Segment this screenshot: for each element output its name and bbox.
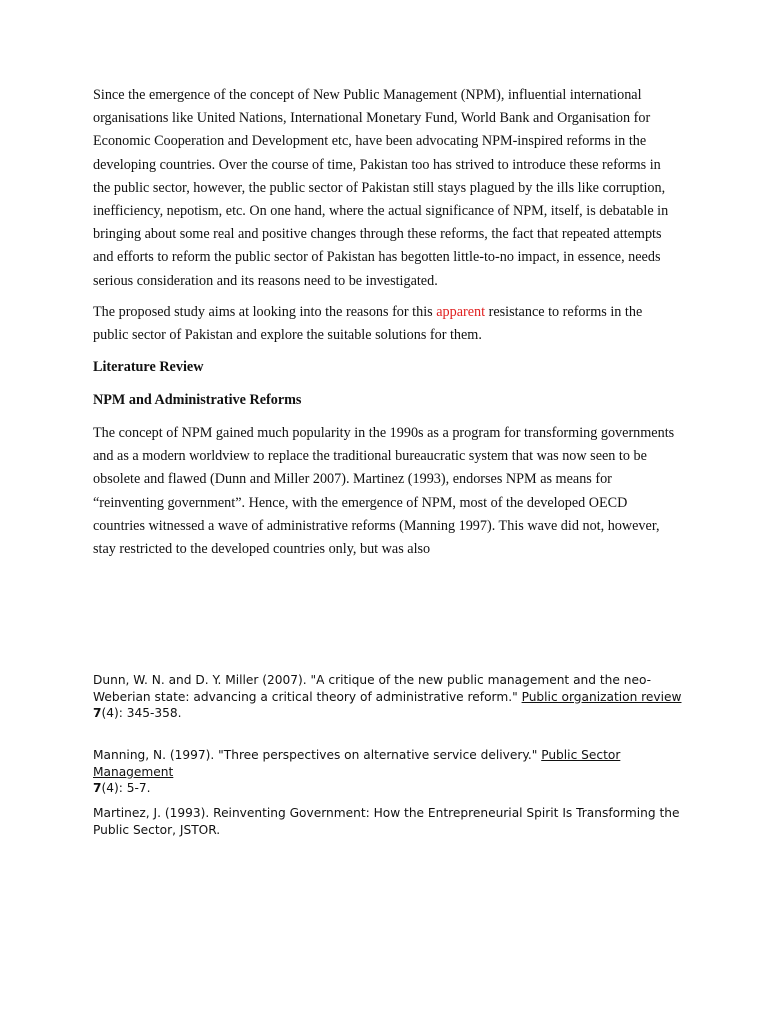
reference-volume: 7 <box>93 781 102 796</box>
reference-martinez: Martinez, J. (1993). Reinventing Government: How the Entrepreneurial Spirit Is Transforming the Public Sector, JSTOR. <box>93 806 680 837</box>
reference-text: Manning, N. (1997). "Three perspectives on alternative service delivery." <box>93 748 542 762</box>
reference-text: Dunn, W. N. and D. Y. Miller (2007). "A critique of the new public management and the neo-Weberian state: advancing a critical theory of administrative reform." <box>93 673 652 704</box>
npm-reforms-heading: NPM and Administrative Reforms <box>93 392 302 408</box>
intro-paragraph: Since the emergence of the concept of New Public Management (NPM), influential international organisations like United Nations, International Monetary Fund, World Bank and Organisation for Economic Cooperation and Development etc, have been advocating NPM-inspired reforms in the developing countries. Over the course of time, Pakistan too has strived to introduce these reforms in the public sector, however, the public sector of Pakistan still stays plagued by the ills like corruption, inefficiency, nepotism, etc. On one hand, where the actual significance of NPM, itself, is debatable in bringing about some real and positive changes through these reforms, the fact that repeated attempts and efforts to reform the public sector of Pakistan has begotten little-to-no impact, in essence, needs serious consideration and its reasons need to be investigated. <box>93 87 669 289</box>
study-aim-paragraph <box>93 301 678 347</box>
reference-manning <box>93 747 683 797</box>
reference-dunn-miller <box>93 672 683 722</box>
literature-review-heading: Literature Review <box>93 359 204 375</box>
reference-pages: (4): 5-7. <box>101 781 151 796</box>
highlighted-word: apparent <box>436 304 486 320</box>
reference-pages: (4): 345-358. <box>101 706 182 721</box>
reference-journal-link[interactable]: Public Sector Management <box>93 748 621 779</box>
reference-volume: 7 <box>93 706 102 721</box>
npm-concept-paragraph: The concept of NPM gained much popularity in the 1990s as a program for transforming governments and as a modern worldview to replace the traditional bureaucratic system that was now seen to be obsolete and flawed (Dunn and Miller 2007). Martinez (1993), endorses NPM as means for “reinventing government”. Hence, with the emergence of NPM, most of the developed OECD countries witnessed a wave of administrative reforms (Manning 1997). This wave did not, however, stay restricted to the developed countries only, but was also <box>93 425 675 558</box>
reference-journal-link[interactable]: Public organization review <box>521 689 682 704</box>
study-aim-text-before: The proposed study aims at looking into the reasons for this <box>93 304 437 320</box>
study-aim-text-after: resistance to reforms in the public sector of Pakistan and explore the suitable solutions for them. <box>93 304 643 344</box>
